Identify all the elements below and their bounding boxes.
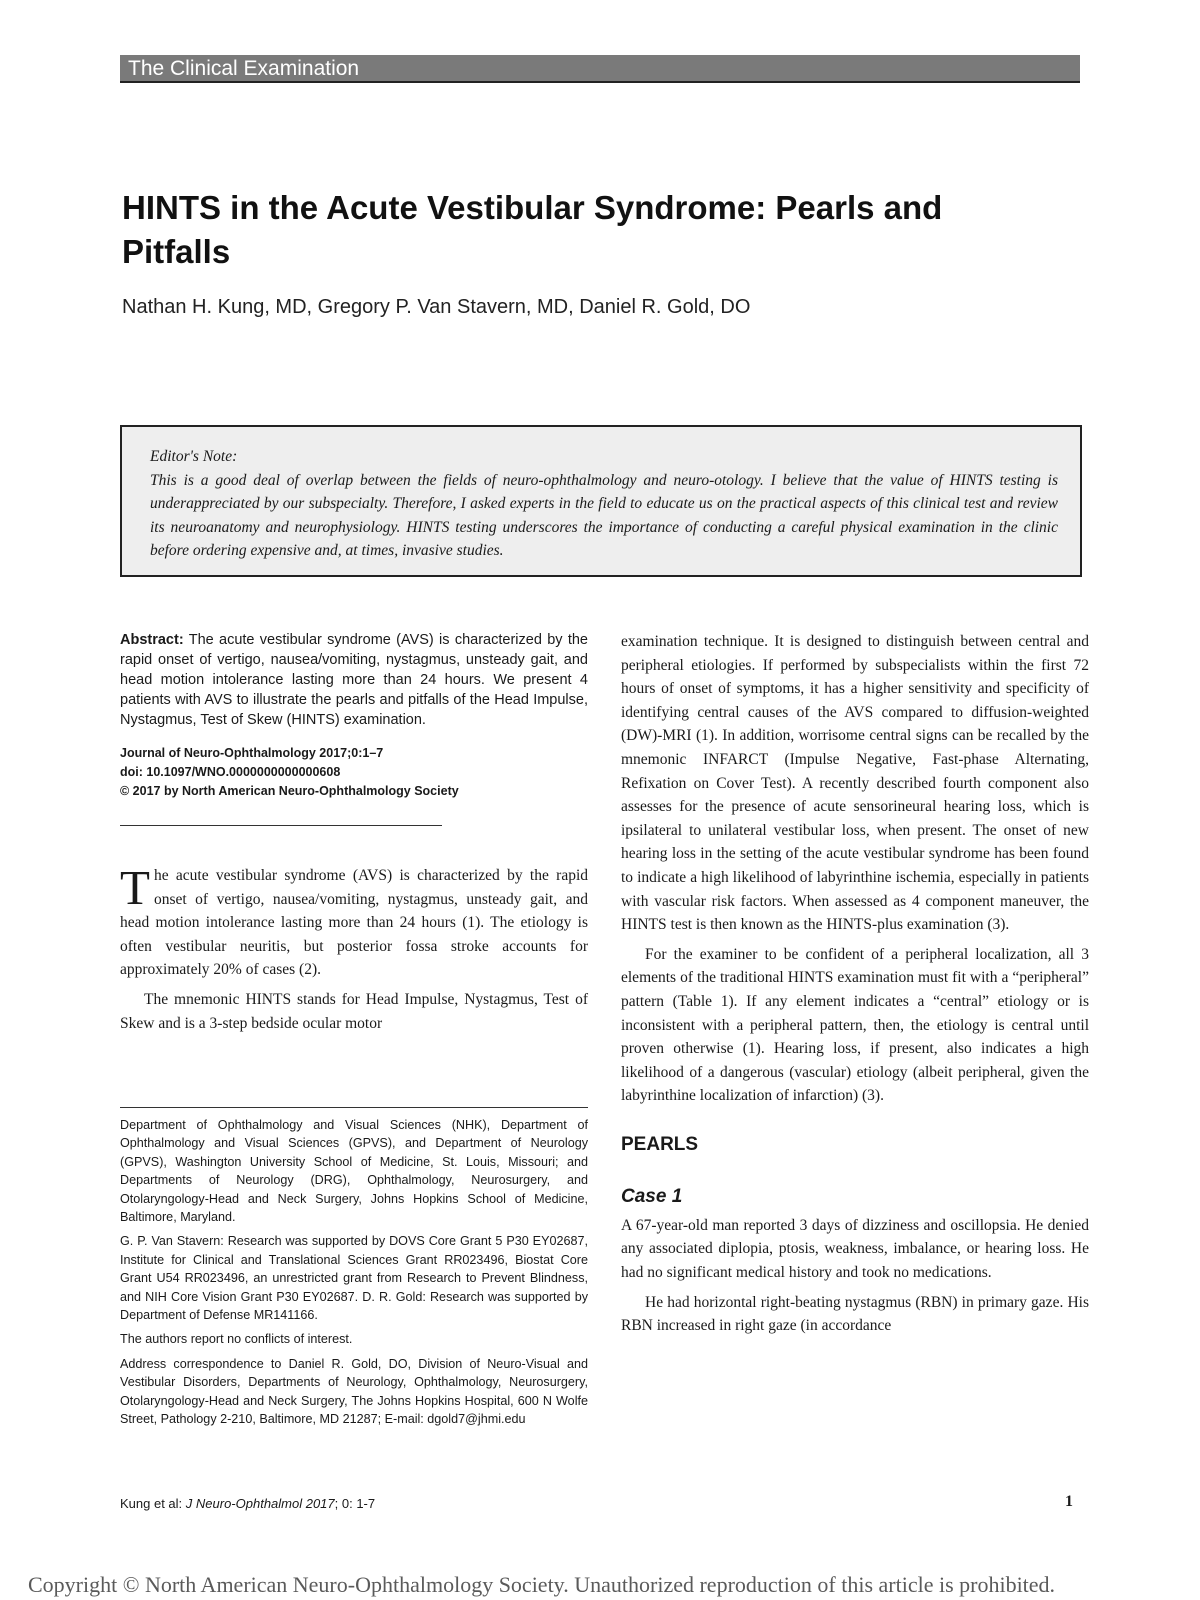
author-list: Nathan H. Kung, MD, Gregory P. Van Stavern, MD, Daniel R. Gold, DO (122, 296, 751, 318)
body-paragraph: examination technique. It is designed to distinguish between central and peripheral etiologies. If performed by subspecialists within the first 72 hours of onset of symptoms, it has a higher sensitivity and specificity of identifying central causes of the AVS compared to diffusion-weighted (DW)-MRI (1). In addition, worrisome central signs can be recalled by the mnemonic INFARCT (Impulse Negative, Fast-phase Alternating, Refixation on Cover Test). A recently described fourth component also assesses for the presence of acute sensorineural hearing loss, which is ipsilateral to unilateral vestibular loss, when present. The onset of new hearing loss in the setting of the acute vestibular syndrome has been found to indicate a high likelihood of labyrinthine ischemia, especially in patients with vascular risk factors. When assessed as 4 component maneuver, the HINTS test is then known as the HINTS-plus examination (3). (621, 633, 1089, 934)
copyright-notice: Copyright © North American Neuro-Ophthalmology Society. Unauthorized reproduction of this article is prohibited. (28, 1572, 1056, 1597)
journal-citation: Journal of Neuro-Ophthalmology 2017;0:1–7 (120, 746, 384, 760)
right-column (621, 630, 1089, 1338)
editor-note-box (120, 425, 1082, 577)
page-number: 1 (1065, 1493, 1073, 1510)
article-title: HINTS in the Acute Vestibular Syndrome: Pearls and Pitfalls (122, 189, 943, 270)
journal-copyright: © 2017 by North American Neuro-Ophthalmology Society (120, 784, 459, 798)
footer-authors: Kung et al: (120, 1496, 183, 1511)
editor-note-text: This is a good deal of overlap between the fields of neuro-ophthalmology and neuro-otology. I believe that the value of HINTS testing is underappreciated by our subspecialty. Therefore, I asked experts in the field to educate us on the practical aspects of this clinical test and review its neuroanatomy and neurophysiology. HINTS testing underscores the importance of conducting a careful physical examination in the clinic before ordering expensive and, at times, invasive studies. (150, 471, 1058, 559)
footnotes (120, 1107, 588, 1435)
intro-text: he acute vestibular syndrome (AVS) is characterized by the rapid onset of vertigo, nausea/vomiting, nystagmus, unsteady gait, and head motion intolerance lasting more than 24 hours (1). The etiology is often vestibular neuritis, but posterior fossa stroke accounts for approximately 20% of cases (2). (120, 867, 588, 979)
journal-info (120, 744, 588, 801)
editor-note-heading: Editor's Note: (150, 448, 238, 465)
abstract-text: The acute vestibular syndrome (AVS) is characterized by the rapid onset of vertigo, nausea/vomiting, nystagmus, unsteady gait, and head motion intolerance lasting more than 24 hours. We present 4 patients with AVS to illustrate the pearls and pitfalls of the Head Impulse, Nystagmus, Test of Skew (HINTS) examination. (120, 632, 588, 728)
section-banner (120, 55, 1080, 83)
section-label: The Clinical Examination (128, 57, 360, 80)
mnemonic-paragraph: The mnemonic HINTS stands for Head Impulse, Nystagmus, Test of Skew and is a 3-step bedside ocular motor (120, 990, 588, 1032)
footer-pages: ; 0: 1-7 (334, 1496, 376, 1511)
case-paragraph: He had horizontal right-beating nystagmus (RBN) in primary gaze. His RBN increased in right gaze (in accordance (621, 1293, 1089, 1335)
footnote-affiliations: Department of Ophthalmology and Visual Sciences (NHK), Department of Ophthalmology and Visual Sciences (GPVS), and Department of Neurology (GPVS), Washington University School of Medicine, St. Louis, Missouri; and Departments of Neurology (DRG), Ophthalmology, Neurosurgery, and Otolaryngology-Head and Neck Surgery, Johns Hopkins School of Medicine, Baltimore, Maryland. (120, 1118, 588, 1225)
body-paragraph: For the examiner to be confident of a peripheral localization, all 3 elements of the traditional HINTS examination must fit with a “peripheral” pattern (Table 1). If any element indicates a “central” etiology or is inconsistent with a peripheral pattern, then, the etiology is central until proven otherwise (1). Hearing loss, if present, also indicates a high likelihood of a dangerous (vascular) etiology (albeit peripheral, given the labyrinthine localization of infarction) (3). (621, 945, 1089, 1105)
left-column (120, 630, 588, 1035)
subsection-heading-case-1: Case 1 (621, 1185, 683, 1207)
abstract-label: Abstract: (120, 632, 184, 648)
drop-cap: T (120, 860, 150, 915)
intro-paragraph (120, 860, 588, 982)
page-footer (120, 1496, 375, 1511)
footnote-correspondence: Address correspondence to Daniel R. Gold, DO, Division of Neuro-Visual and Vestibular Disorders, Departments of Neurology, Ophthalmology, Neurosurgery, Otolaryngology-Head and Neck Surgery, The Johns Hopkins Hospital, 600 N Wolfe Street, Pathology 2-210, Baltimore, MD 21287; E-mail: dgold7@jhmi.edu (120, 1356, 588, 1427)
section-heading-pearls: PEARLS (621, 1133, 699, 1155)
case-paragraph: A 67-year-old man reported 3 days of dizziness and oscillopsia. He denied any associated diplopia, ptosis, weakness, imbalance, or hearing loss. He had no significant medical history and took no medications. (621, 1216, 1089, 1282)
abstract (120, 630, 588, 730)
abstract-divider (120, 825, 442, 826)
journal-doi: doi: 10.1097/WNO.0000000000000608 (120, 765, 341, 779)
footer-journal: J Neuro-Ophthalmol 2017 (185, 1496, 335, 1511)
footnote-funding: G. P. Van Stavern: Research was supported by DOVS Core Grant 5 P30 EY02687, Institute for Clinical and Translational Sciences Grant RR023496, Biostat Core Grant U54 RR023496, an unrestricted grant from Research to Prevent Blindness, and NIH Core Vision Grant P30 EY02687. D. R. Gold: Research was supported by Department of Defense MR141166. (120, 1234, 588, 1323)
footnote-conflicts: The authors report no conflicts of interest. (120, 1332, 353, 1347)
